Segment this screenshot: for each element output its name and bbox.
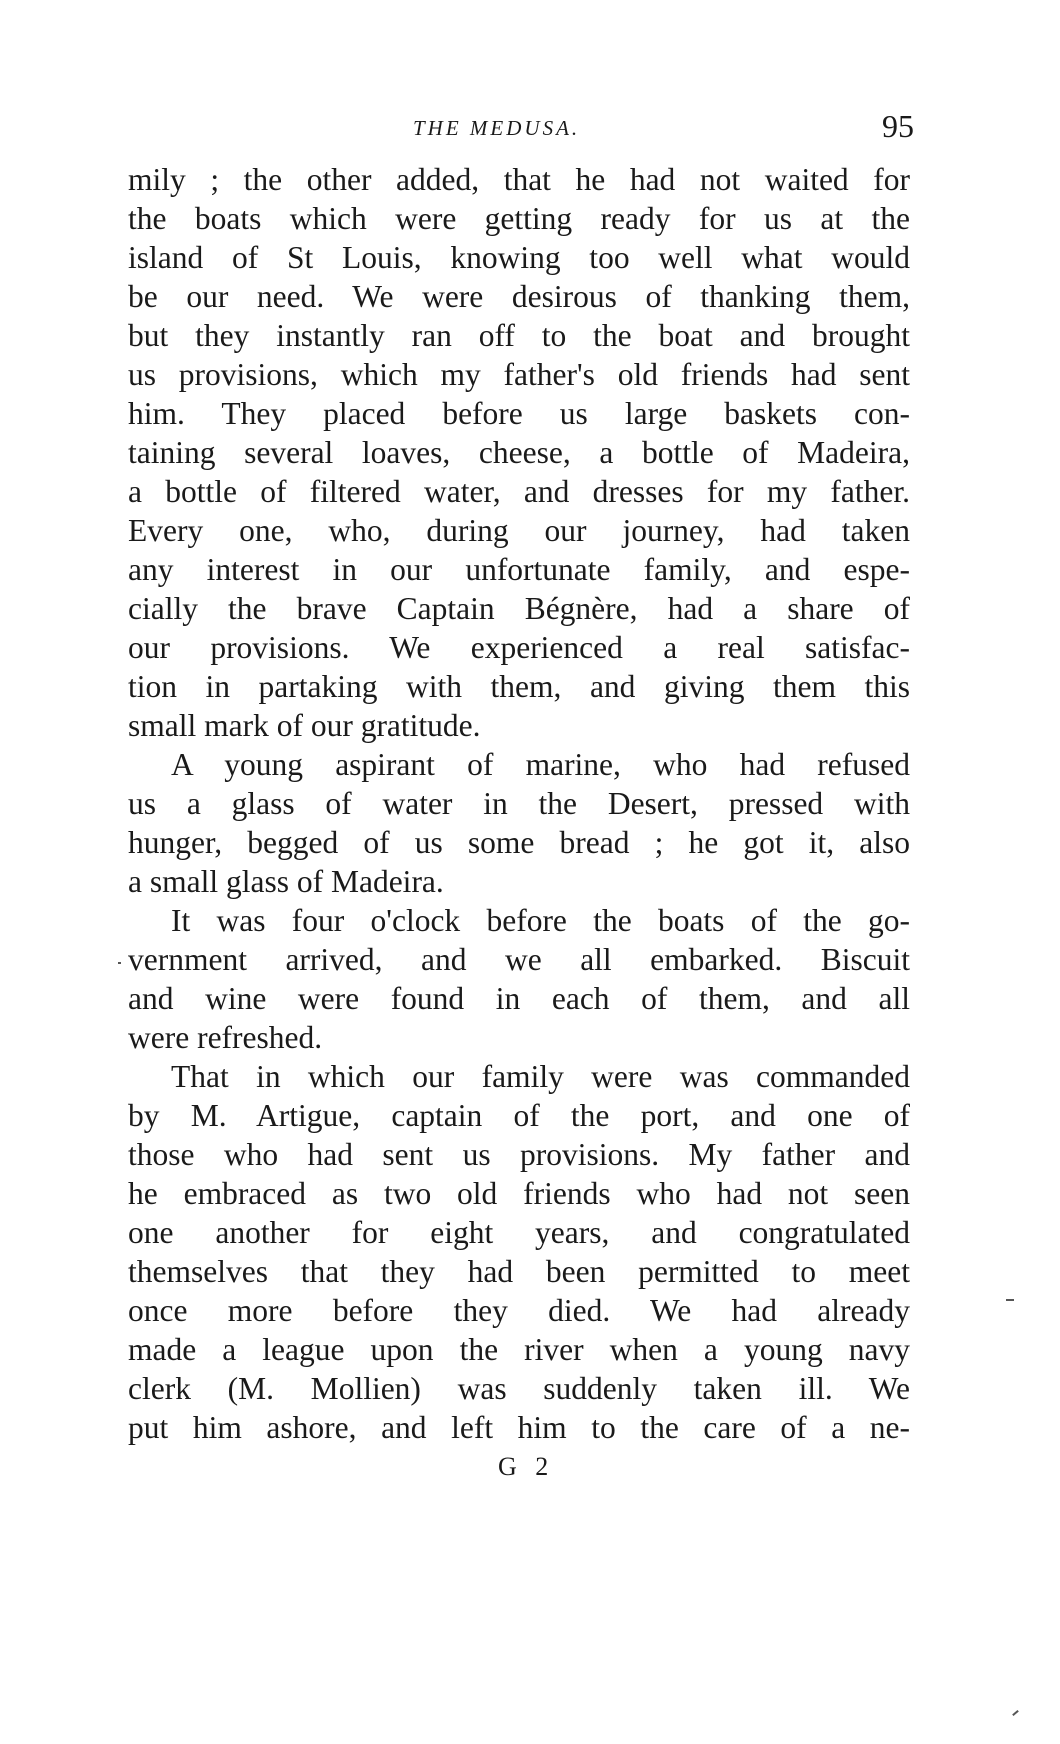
text-line: a small glass of Madeira. bbox=[128, 864, 444, 899]
text-line: one another for eight years, and congratulated bbox=[128, 1215, 910, 1250]
text-line: clerk (M. Mollien) was suddenly taken ill. We bbox=[128, 1371, 910, 1406]
text-line: him. They placed before us large baskets con- bbox=[128, 396, 910, 431]
text-line: cially the brave Captain Bégnère, had a share of bbox=[128, 591, 910, 626]
text-line: those who had sent us provisions. My father and bbox=[128, 1137, 910, 1172]
text-line: be our need. We were desirous of thanking them, bbox=[128, 279, 910, 314]
text-line: us a glass of water in the Desert, pressed with bbox=[128, 786, 910, 821]
text-line: the boats which were getting ready for us at the bbox=[128, 201, 910, 236]
text-line: taining several loaves, cheese, a bottle of Madeira, bbox=[128, 435, 910, 470]
text-line: any interest in our unfortunate family, and espe- bbox=[128, 552, 910, 587]
text-line: put him ashore, and left him to the care of a ne- bbox=[128, 1410, 910, 1445]
print-speck bbox=[118, 962, 121, 964]
text-line: a bottle of filtered water, and dresses for my father. bbox=[128, 474, 910, 509]
print-speck bbox=[1012, 1710, 1019, 1716]
text-line: and wine were found in each of them, and all bbox=[128, 981, 910, 1016]
text-line: by M. Artigue, captain of the port, and one of bbox=[128, 1098, 910, 1133]
text-line: our provisions. We experienced a real satisfac- bbox=[128, 630, 910, 665]
text-line: vernment arrived, and we all embarked. Biscuit bbox=[128, 942, 910, 977]
text-line: A young aspirant of marine, who had refused bbox=[171, 747, 910, 782]
text-line: It was four o'clock before the boats of the go- bbox=[171, 903, 910, 938]
text-line: tion in partaking with them, and giving them this bbox=[128, 669, 910, 704]
text-line: mily ; the other added, that he had not waited for bbox=[128, 162, 910, 197]
page-header bbox=[128, 108, 918, 148]
text-line: but they instantly ran off to the boat and brought bbox=[128, 318, 910, 353]
text-line: made a league upon the river when a young navy bbox=[128, 1332, 910, 1367]
text-line: once more before they died. We had already bbox=[128, 1293, 910, 1328]
body-text bbox=[128, 160, 910, 1447]
running-title: THE MEDUSA. bbox=[413, 116, 581, 140]
signature-mark: G 2 bbox=[498, 1452, 555, 1481]
text-line: he embraced as two old friends who had not seen bbox=[128, 1176, 910, 1211]
text-line: were refreshed. bbox=[128, 1020, 323, 1055]
text-line: us provisions, which my father's old friends had sent bbox=[128, 357, 910, 392]
text-line: That in which our family were was commanded bbox=[171, 1059, 910, 1094]
text-line: island of St Louis, knowing too well what would bbox=[128, 240, 910, 275]
text-line: themselves that they had been permitted to meet bbox=[128, 1254, 910, 1289]
text-line: small mark of our gratitude. bbox=[128, 708, 481, 743]
text-line: Every one, who, during our journey, had taken bbox=[128, 513, 910, 548]
page-number: 95 bbox=[882, 108, 914, 144]
text-line: hunger, begged of us some bread ; he got it, also bbox=[128, 825, 910, 860]
print-speck bbox=[1006, 1299, 1014, 1301]
